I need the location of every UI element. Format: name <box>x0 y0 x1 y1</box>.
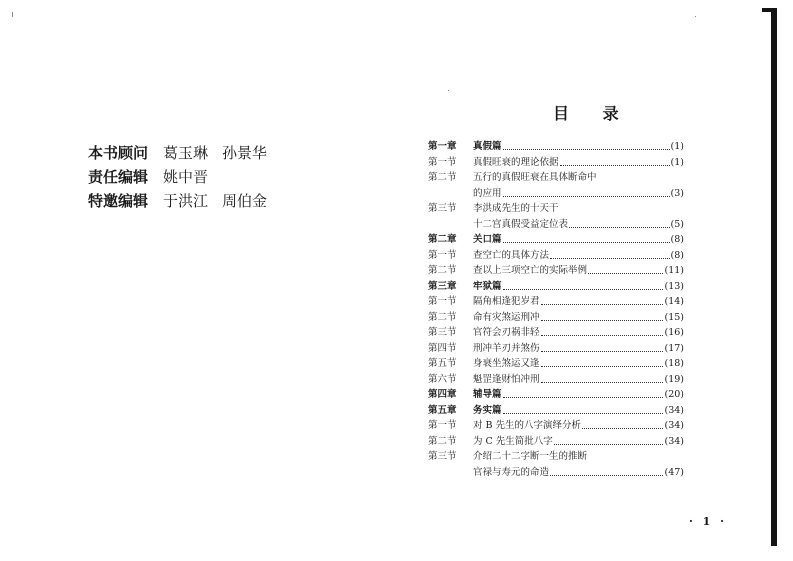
toc-entry-line <box>473 387 684 403</box>
toc-entry-label: 第二节 <box>428 172 457 183</box>
table-of-contents <box>428 139 684 480</box>
toc-entry-page: (11) <box>664 265 684 276</box>
toc-entry-line <box>473 263 684 279</box>
toc-entry-page: (5) <box>670 218 684 230</box>
toc-entry-title: 官符会刃祸非轻 <box>473 327 540 338</box>
toc-entry-page: (13) <box>664 280 684 292</box>
toc-entry-label: 第一节 <box>428 249 457 261</box>
toc-entry <box>428 186 684 202</box>
toc-leader-dots <box>541 356 664 367</box>
toc-entry-label: 第三章 <box>428 280 457 292</box>
toc-entry-title: 真假篇 <box>473 141 502 152</box>
toc-entry-line <box>473 232 684 248</box>
toc-entry-label: 第三节 <box>428 327 457 338</box>
toc-entry-page: (19) <box>664 373 684 385</box>
toc-entry-label: 第二节 <box>428 265 457 276</box>
toc-entry <box>428 201 684 217</box>
toc-entry-line <box>473 201 684 217</box>
toc-entry <box>428 232 684 248</box>
credit-name: 葛玉琳 <box>163 144 209 162</box>
toc-entry-page: (18) <box>664 358 684 369</box>
scan-speck <box>448 90 449 91</box>
toc-entry-title: 对 B 先生的八字演绎分析 <box>473 420 582 431</box>
toc-entry-title: 关口篇 <box>473 234 502 245</box>
page-number: · 1 · <box>689 515 727 528</box>
toc-entry-page: (14) <box>664 296 684 307</box>
toc-entry-title: 的应用 <box>473 187 502 199</box>
credit-label: 本书顾问 <box>88 144 149 162</box>
toc-entry-line <box>473 418 684 434</box>
toc-entry <box>428 310 684 326</box>
credit-label: 特邀编辑 <box>88 192 149 210</box>
toc-entry-label: 第四节 <box>428 342 457 354</box>
toc-entry <box>428 248 684 264</box>
toc-entry-page: (1) <box>670 141 684 152</box>
toc-entry-page: (16) <box>664 327 684 338</box>
toc-entry-line <box>473 217 684 233</box>
toc-leader-dots <box>560 155 670 166</box>
toc-entry-title: 务实篇 <box>473 404 502 416</box>
toc-leader-dots <box>503 139 670 150</box>
toc-entry-label: 第一节 <box>428 420 457 431</box>
toc-entry-page: (34) <box>664 435 684 447</box>
toc-entry-line <box>473 186 684 202</box>
toc-entry-label: 第三节 <box>428 451 457 462</box>
toc-entry-title: 身衰坐煞运又逢 <box>473 358 540 369</box>
toc-entry-page: (1) <box>670 156 684 168</box>
toc-entry-title: 刑冲羊刃并煞伤 <box>473 342 540 354</box>
toc-leader-dots <box>569 217 670 228</box>
toc-entry-label: 第二节 <box>428 311 457 323</box>
toc-entry <box>428 325 684 341</box>
toc-entry <box>428 170 684 186</box>
toc-leader-dots <box>541 372 664 383</box>
toc-leader-dots <box>541 294 664 305</box>
toc-entry-title: 隔角相逢犯岁君 <box>473 296 540 307</box>
toc-leader-dots <box>588 263 663 274</box>
toc-entry-title: 查以上三项空亡的实际举例 <box>473 265 588 276</box>
toc-entry-title: 十二宫真假受益定位表 <box>473 218 569 230</box>
toc-entry-title: 查空亡的具体方法 <box>473 249 550 261</box>
toc-entry <box>428 434 684 450</box>
toc-entry-title: 李洪成先生的十天干 <box>473 203 559 214</box>
toc-entry-line <box>473 341 684 357</box>
scan-speck <box>695 16 696 17</box>
toc-entry <box>428 139 684 155</box>
toc-entry-page: (15) <box>664 311 684 323</box>
toc-entry-label: 第二章 <box>428 234 457 245</box>
credit-row-guest-editor <box>88 190 281 214</box>
toc-entry <box>428 387 684 403</box>
toc-entry-label: 第四章 <box>428 389 457 400</box>
toc-entry-line <box>473 356 684 372</box>
credits-block <box>88 142 281 214</box>
credit-name: 孙景华 <box>222 144 268 162</box>
toc-entry-line <box>473 310 684 326</box>
credit-row-advisor <box>88 142 281 166</box>
toc-entry <box>428 341 684 357</box>
toc-leader-dots <box>503 186 670 197</box>
toc-entry-title: 命有灾煞运刑冲 <box>473 311 540 323</box>
toc-entry-line <box>473 372 684 388</box>
toc-entry-page: (47) <box>664 466 684 478</box>
toc-entry <box>428 418 684 434</box>
toc-entry-line <box>473 248 684 264</box>
toc-entry-label: 第一章 <box>428 141 457 152</box>
toc-leader-dots <box>550 465 663 476</box>
toc-entry <box>428 465 684 481</box>
toc-entry <box>428 294 684 310</box>
toc-entry-title: 为 C 先生简批八字 <box>473 435 553 447</box>
credit-row-editor <box>88 166 281 190</box>
credit-label: 责任编辑 <box>88 168 149 186</box>
toc-entry <box>428 217 684 233</box>
toc-entry-label: 第五章 <box>428 404 457 416</box>
toc-entry <box>428 403 684 419</box>
toc-leader-dots <box>550 248 670 259</box>
toc-leader-dots <box>503 279 664 290</box>
toc-entry-page: (34) <box>664 404 684 416</box>
toc-entry-label: 第五节 <box>428 358 457 369</box>
toc-leader-dots <box>541 341 664 352</box>
toc-entry <box>428 372 684 388</box>
toc-leader-dots <box>541 325 664 336</box>
toc-entry-page: (20) <box>664 389 684 400</box>
toc-entry-line <box>473 325 684 341</box>
credit-name: 周伯金 <box>222 192 268 210</box>
toc-entry-line <box>473 465 684 481</box>
toc-entry-label: 第一节 <box>428 156 457 168</box>
toc-leader-dots <box>541 310 664 321</box>
toc-entry-title: 真假旺衰的理论依据 <box>473 156 559 168</box>
toc-entry <box>428 155 684 171</box>
toc-entry-page: (34) <box>664 420 684 431</box>
toc-entry-line <box>473 434 684 450</box>
toc-entry-page: (17) <box>664 342 684 354</box>
toc-entry <box>428 263 684 279</box>
toc-leader-dots <box>554 434 664 445</box>
toc-entry-line <box>473 294 684 310</box>
toc-entry-title: 五行的真假旺衰在具体断命中 <box>473 172 597 183</box>
toc-entry-page: (8) <box>670 249 684 261</box>
toc-entry-line <box>473 139 684 155</box>
scan-mark <box>12 12 13 17</box>
toc-title: 目 录 <box>553 104 633 123</box>
toc-entry-title: 辅导篇 <box>473 389 502 400</box>
toc-entry-label: 第三节 <box>428 203 457 214</box>
toc-entry-label: 第二节 <box>428 435 457 447</box>
binding-edge-top <box>762 8 777 12</box>
toc-leader-dots <box>503 387 664 398</box>
toc-entry <box>428 449 684 465</box>
toc-entry <box>428 279 684 295</box>
toc-entry-title: 官禄与寿元的命造 <box>473 466 550 478</box>
toc-entry-line <box>473 449 684 465</box>
toc-entry-line <box>473 403 684 419</box>
binding-edge <box>771 8 777 546</box>
toc-entry-title: 魁罡逢财怕冲刑 <box>473 373 540 385</box>
toc-entry-line <box>473 155 684 171</box>
credit-name: 于洪江 <box>163 192 209 210</box>
toc-entry-line <box>473 279 684 295</box>
toc-entry-label: 第一节 <box>428 296 457 307</box>
toc-entry-page: (8) <box>670 234 684 245</box>
toc-entry-line <box>473 170 684 186</box>
credit-name: 姚中晋 <box>163 168 209 186</box>
toc-leader-dots <box>503 403 664 414</box>
toc-entry-title: 牢狱篇 <box>473 280 502 292</box>
toc-entry-label: 第六节 <box>428 373 457 385</box>
toc-entry-page: (3) <box>670 187 684 199</box>
toc-leader-dots <box>582 418 663 429</box>
toc-leader-dots <box>503 232 670 243</box>
toc-entry-title: 介绍二十二字断一生的推断 <box>473 451 588 462</box>
toc-entry <box>428 356 684 372</box>
